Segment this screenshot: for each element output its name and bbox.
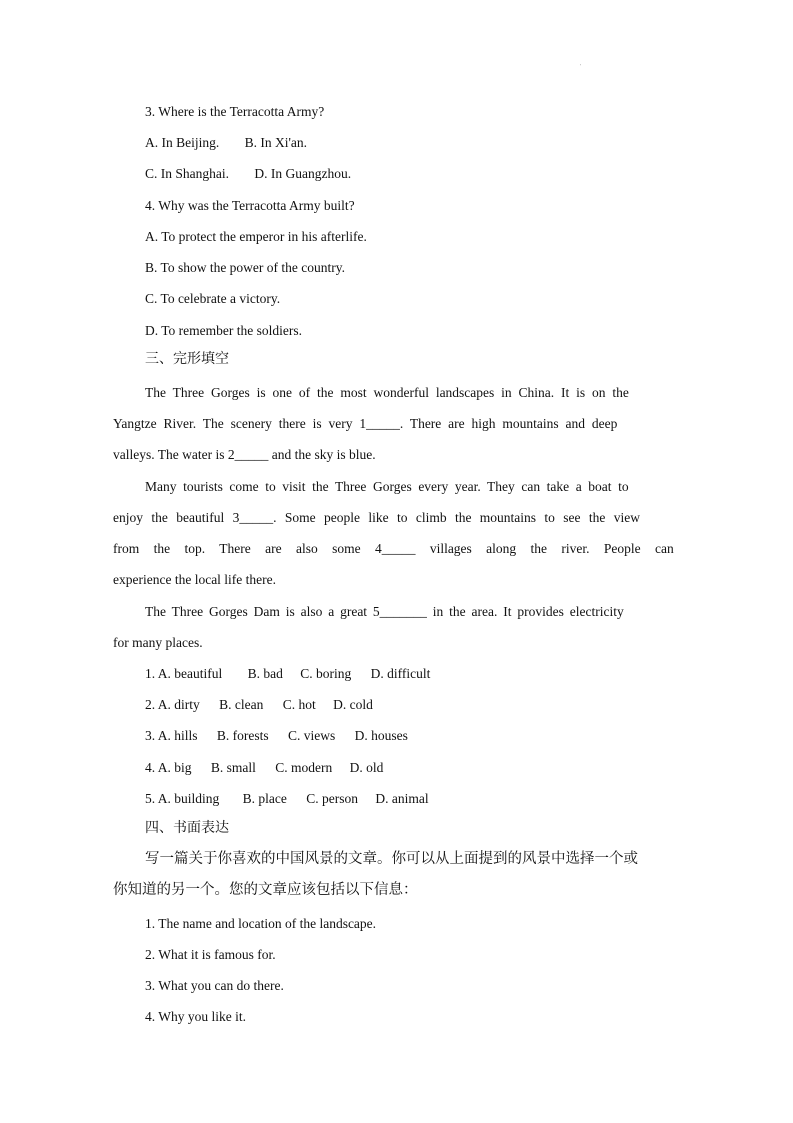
requirement-item: 4. Why you like it.: [145, 1009, 246, 1024]
option-b: B. forests: [216, 728, 269, 743]
passage-line: for many places.: [113, 635, 203, 650]
option-a: 2. A. dirty: [145, 697, 200, 712]
option-c: C. views: [288, 728, 336, 743]
q4-option-b: B. To show the power of the country.: [145, 260, 346, 275]
q4-option-c: C. To celebrate a victory.: [145, 291, 281, 306]
option-b: B. clean: [219, 697, 264, 712]
option-d: D. difficult: [370, 666, 431, 681]
cloze-options-2: [145, 696, 373, 714]
option-b: B. small: [210, 760, 256, 775]
option-d: D. cold: [333, 697, 373, 712]
option-d: D. animal: [375, 791, 429, 806]
writing-prompt: 写一篇关于你喜欢的中国风景的文章。你可以从上面提到的风景中选择一个或: [145, 851, 638, 867]
option-c: C. person: [306, 791, 358, 806]
option-d: D. houses: [354, 728, 408, 743]
q3-option-d: D. In Guangzhou.: [254, 166, 352, 181]
option-b: B. place: [242, 791, 287, 806]
cloze-options-4: [145, 759, 383, 777]
question-3-options-row1: [145, 134, 307, 152]
requirement-item: 3. What you can do there.: [145, 978, 284, 993]
option-a: 4. A. big: [145, 760, 192, 775]
requirement-item: 1. The name and location of the landscape.: [145, 916, 377, 931]
passage-text: The Three Gorges is one of the most wonderful landscapes in China. It is on the: [145, 385, 629, 400]
option-c: C. hot: [282, 697, 316, 712]
cloze-options-5: [145, 790, 429, 808]
option-a: 1. A. beautiful: [145, 666, 223, 681]
option-d: D. old: [349, 760, 384, 775]
option-a: 3. A. hills: [145, 728, 198, 743]
passage-line: enjoy the beautiful 3_____. Some people like to climb the mountains to see the view: [113, 510, 641, 525]
q4-option-a: A. To protect the emperor in his afterlife.: [145, 229, 367, 244]
passage-line: valleys. The water is 2_____ and the sky is blue.: [113, 447, 376, 462]
option-b: B. bad: [247, 666, 283, 681]
option-c: C. boring: [300, 666, 352, 681]
passage-line: Many tourists come to visit the Three Gorges every year. They can take a boat to: [145, 479, 629, 494]
passage-line: experience the local life there.: [113, 572, 277, 587]
requirement-item: 2. What it is famous for.: [145, 947, 276, 962]
question-3: 3. Where is the Terracotta Army?: [145, 104, 325, 119]
question-3-options-row2: [145, 165, 351, 183]
page-mark: ': [580, 64, 582, 70]
q3-option-c: C. In Shanghai.: [145, 166, 229, 181]
question-4: 4. Why was the Terracotta Army built?: [145, 198, 355, 213]
writing-prompt: 你知道的另一个。您的文章应该包括以下信息：: [113, 882, 418, 898]
passage-line: from the top. There are also some 4_____ villages along the river. People can: [113, 541, 674, 556]
q3-option-a: A. In Beijing.: [145, 135, 220, 150]
option-a: 5. A. building: [145, 791, 220, 806]
passage-line: Yangtze River. The scenery there is very 1_____. There are high mountains and deep: [113, 416, 618, 431]
section-4-heading: 四、书面表达: [145, 820, 229, 836]
section-3-heading: 三、完形填空: [145, 351, 229, 367]
passage-line: [145, 384, 680, 402]
option-c: C. modern: [275, 760, 333, 775]
passage-line: The Three Gorges Dam is also a great 5_______ in the area. It provides electricity: [145, 604, 624, 619]
cloze-options-1: [145, 665, 430, 683]
q3-option-b: B. In Xi'an.: [244, 135, 308, 150]
cloze-options-3: [145, 727, 408, 745]
q4-option-d: D. To remember the soldiers.: [145, 323, 303, 338]
